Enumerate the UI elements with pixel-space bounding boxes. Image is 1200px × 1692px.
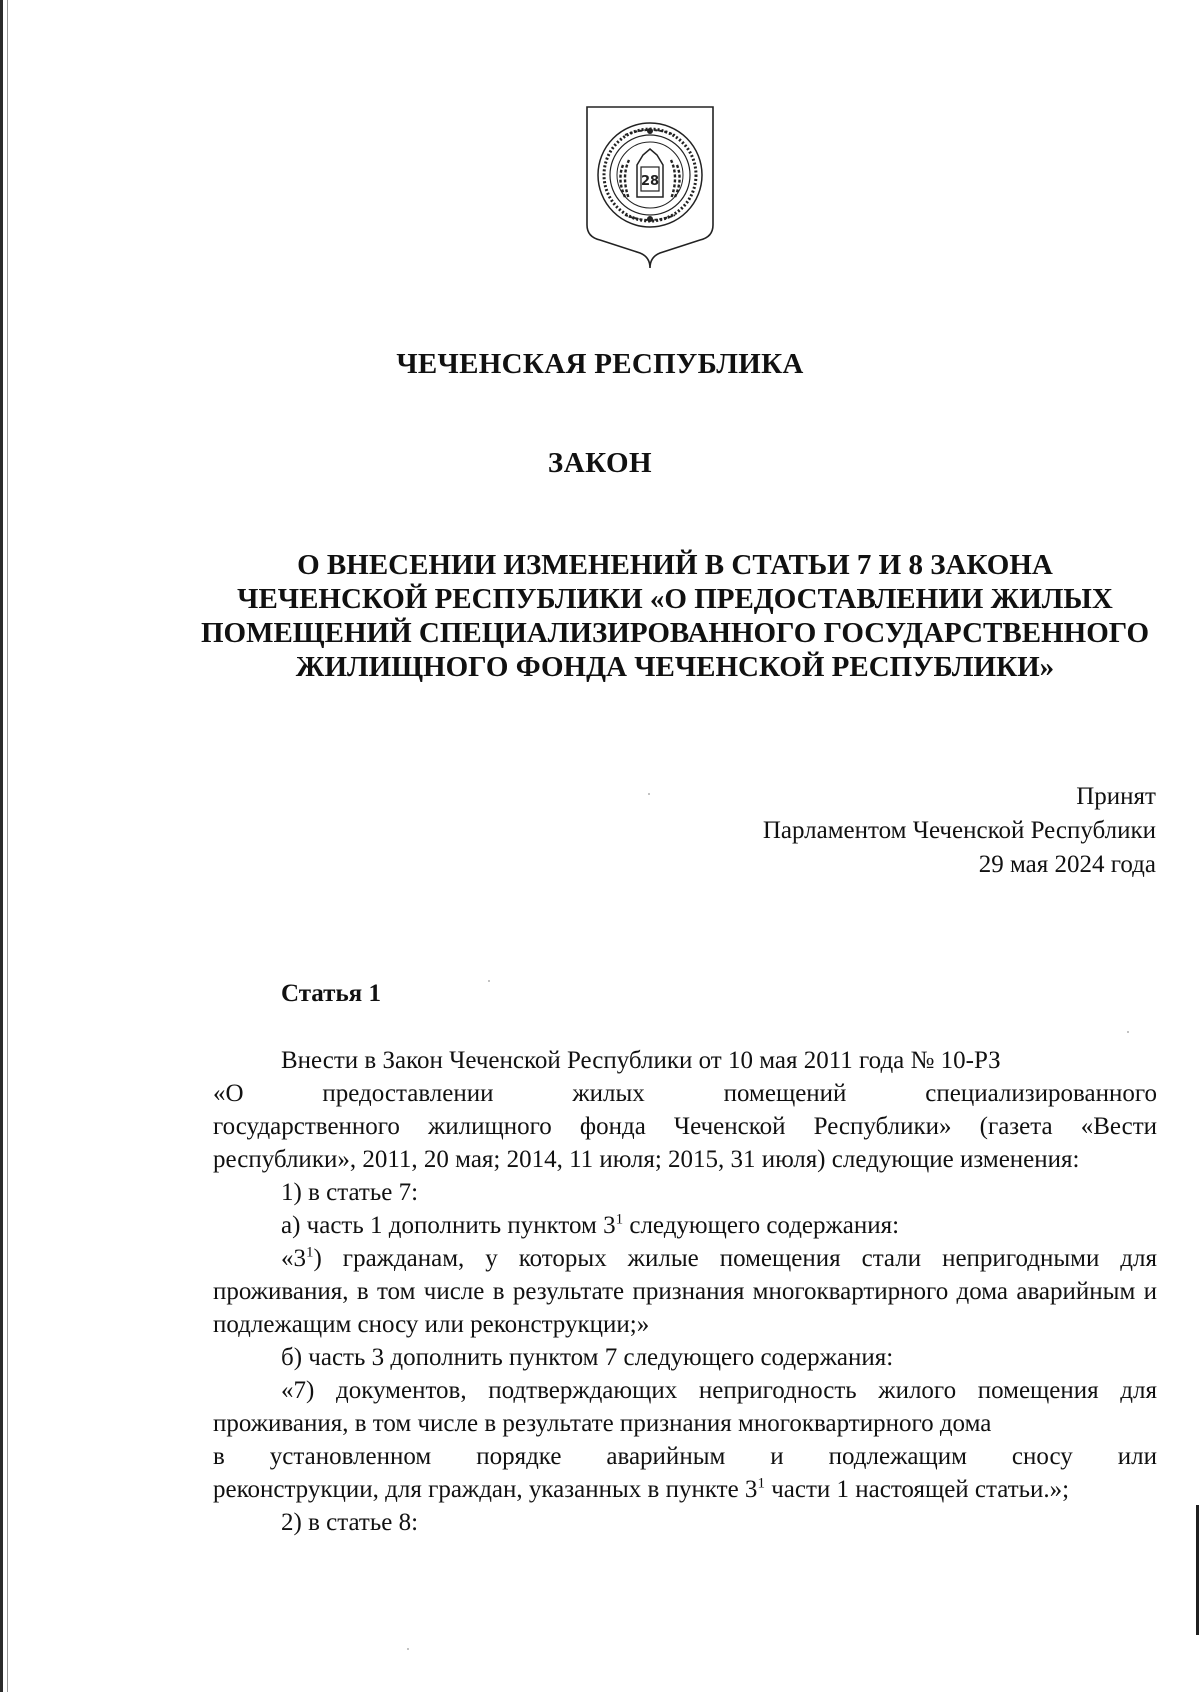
scan-speck (648, 793, 650, 795)
word: сносу (1011, 1443, 1073, 1470)
justified-line (213, 1440, 1157, 1473)
paragraph: государственного жилищного фонда Чеченской Республики» (газета «Вести республики», 2011, 20 мая; 2014, 11 июля; 2015, 31 июля) следующие изменения: (213, 1113, 1157, 1173)
word: и (770, 1443, 784, 1470)
scan-edge-right (1196, 1505, 1199, 1635)
adoption-line: Принят (1076, 783, 1156, 810)
word: в (213, 1443, 225, 1470)
paragraph: Внести в Закон Чеченской Республики от 10 мая 2011 года № 10-РЗ (281, 1047, 1001, 1074)
law-title-line: ЖИЛИЩНОГО ФОНДА ЧЕЧЕНСКОЙ РЕСПУБЛИКИ» (295, 651, 1055, 683)
quoted-paragraph: «$3^1$) гражданам, у которых жилые помещения стали непригодными для проживания, в том числе в результате признания многоквартирного дома аварийным и подлежащим сносу или реконструкции;» (213, 1244, 1157, 1338)
scan-speck (407, 1648, 409, 1650)
word: подлежащим (828, 1443, 967, 1470)
emblem-number: 28 (640, 174, 660, 189)
law-title-line: ПОМЕЩЕНИЙ СПЕЦИАЛИЗИРОВАННОГО ГОСУДАРСТВЕННОГО (200, 617, 1150, 649)
document-type: ЗАКОН (547, 447, 653, 479)
paragraph: реконструкции, для граждан, указанных в пункте $3^1$ части 1 настоящей статьи.»; (213, 1475, 1070, 1503)
article-body (213, 1044, 1157, 1539)
adoption-note (763, 780, 1156, 882)
quoted-paragraph: «7) документов, подтверждающих непригодность жилого помещения для проживания, в том числе в результате признания многоквартирного дома (213, 1377, 1157, 1437)
law-title-line: О ВНЕСЕНИИ ИЗМЕНЕНИЙ В СТАТЬИ 7 И 8 ЗАКОНА (297, 549, 1053, 581)
law-title-line: ЧЕЧЕНСКОЙ РЕСПУБЛИКИ «О ПРЕДОСТАВЛЕНИИ ЖИЛЫХ (237, 583, 1113, 615)
adoption-date: 29 мая 2024 года (978, 851, 1156, 878)
adoption-line: Парламентом Чеченской Республики (762, 817, 1156, 844)
list-item: а) часть 1 дополнить пунктом $3^1$ следующего содержания: (281, 1211, 900, 1239)
word: установленном (269, 1443, 432, 1470)
list-item: 1) в статье 7: (281, 1179, 419, 1206)
word: или (1117, 1443, 1157, 1470)
list-item: б) часть 3 дополнить пунктом 7 следующего содержания: (281, 1344, 894, 1371)
coat-of-arms-icon (585, 105, 715, 270)
scan-edge-left-faint (7, 0, 8, 1692)
word: аварийным (606, 1443, 726, 1470)
word: «О (213, 1080, 244, 1107)
list-item: 2) в статье 8: (281, 1509, 419, 1536)
word: специализированного (925, 1080, 1157, 1107)
scan-speck (488, 980, 490, 982)
article-heading: Статья 1 (281, 980, 381, 1007)
justified-line (213, 1077, 1157, 1110)
scan-edge-left (0, 0, 3, 1692)
word: предоставлении (322, 1080, 494, 1107)
word: порядке (476, 1443, 562, 1470)
law-title (200, 548, 1150, 684)
scan-speck (1127, 1031, 1129, 1033)
republic-heading: ЧЕЧЕНСКАЯ РЕСПУБЛИКА (396, 348, 804, 380)
word: помещений (723, 1080, 847, 1107)
word: жилых (572, 1080, 645, 1107)
